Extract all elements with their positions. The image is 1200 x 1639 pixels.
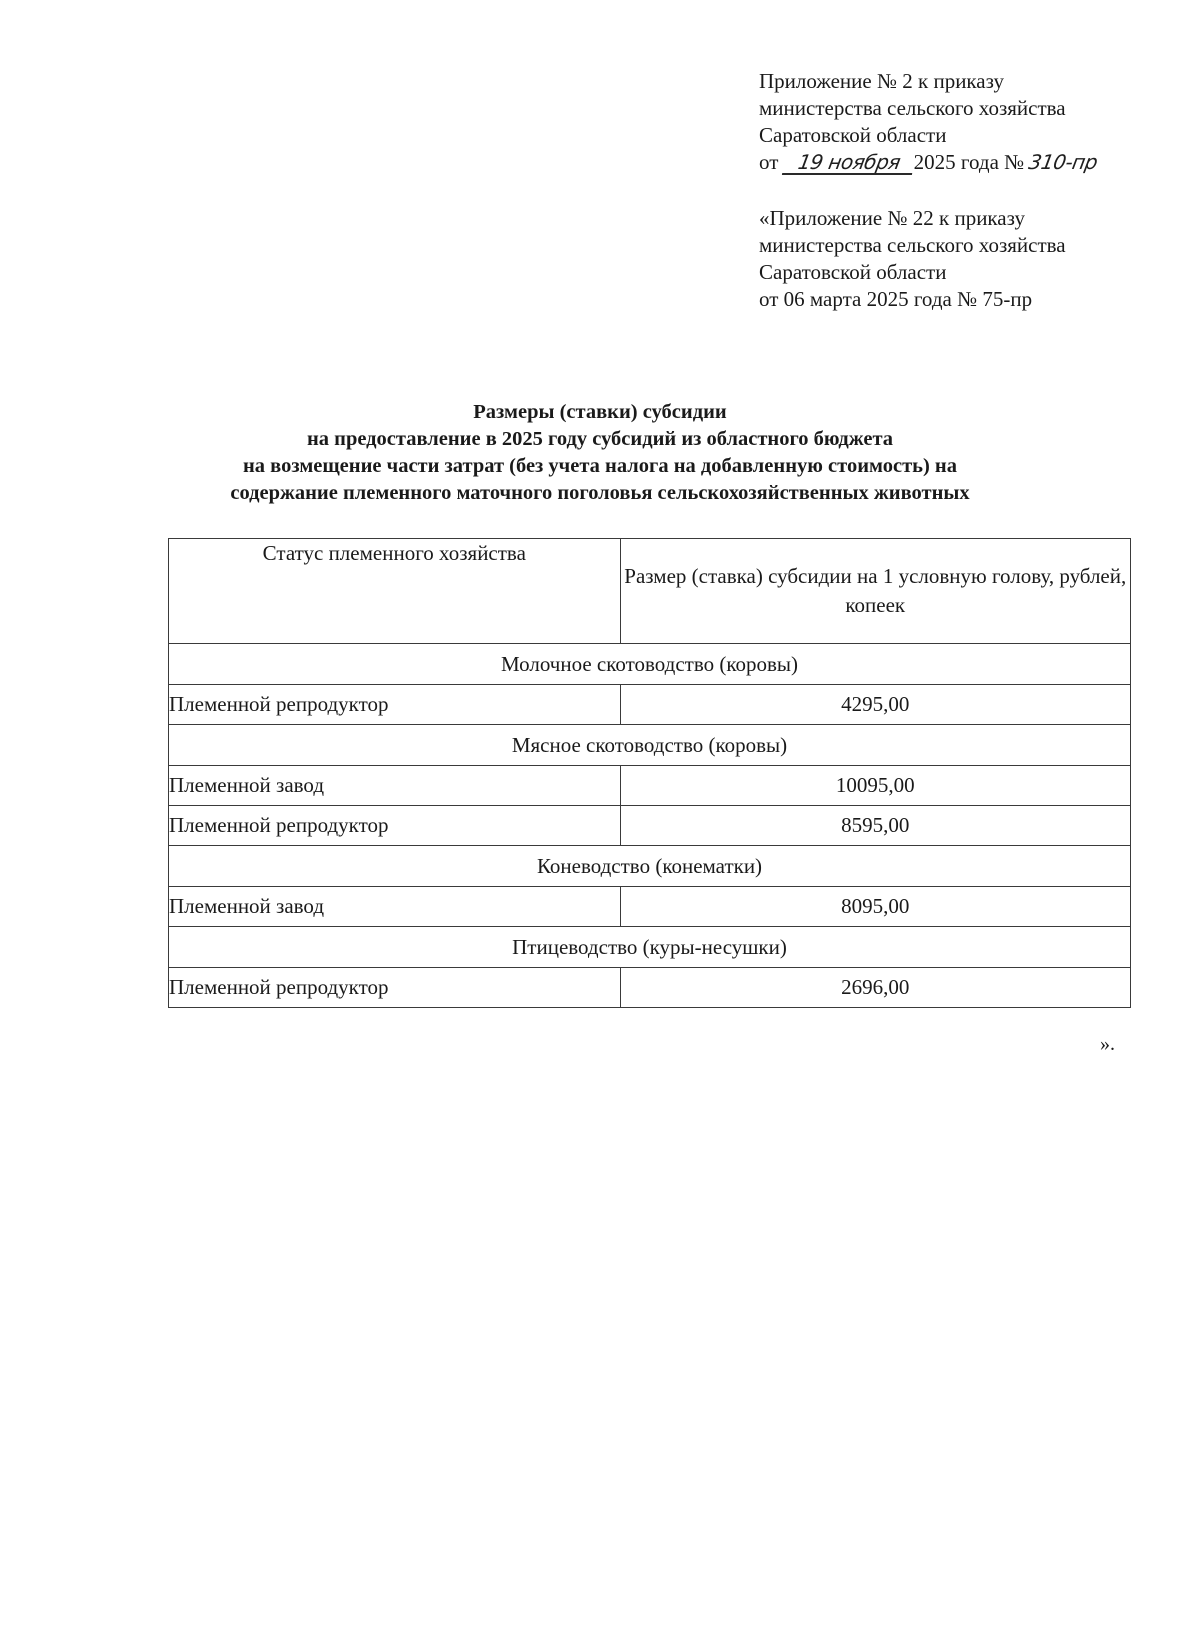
title-line-4: содержание племенного маточного поголовья сельскохозяйственных животных — [230, 482, 970, 504]
section-row — [169, 927, 1131, 968]
status-cell: Племенной завод — [169, 887, 621, 927]
title-line-1: Размеры (ставки) субсидии — [473, 401, 727, 423]
status-cell: Племенной завод — [169, 766, 621, 806]
rate-cell: 4295,00 — [620, 685, 1130, 725]
prior-appendix-header — [759, 205, 1179, 313]
rate-cell: 8095,00 — [620, 887, 1130, 927]
title-line-2: на предоставление в 2025 году субсидий из областного бюджета — [306, 428, 894, 450]
status-cell: Племенной репродуктор — [169, 806, 621, 846]
section-title: Мясное скотоводство (коровы) — [169, 725, 1131, 766]
section-title: Птицеводство (куры-несушки) — [169, 927, 1131, 968]
section-row — [169, 644, 1131, 685]
year-text: 2025 года № — [913, 150, 1025, 174]
table-row — [169, 806, 1131, 846]
table-row — [169, 685, 1131, 725]
appendix-date-line — [759, 149, 1179, 176]
rate-cell: 8595,00 — [620, 806, 1130, 846]
header-rate: Размер (ставка) субсидии на 1 условную голову, рублей, копеек — [620, 539, 1130, 644]
appendix-line-2: министерства сельского хозяйства — [759, 96, 1066, 120]
handwritten-order-number: 310-пр — [1027, 150, 1100, 174]
section-title: Молочное скотоводство (коровы) — [169, 644, 1131, 685]
subsidy-rates-table — [168, 538, 1131, 1008]
appendix-line-3: Саратовской области — [759, 123, 947, 147]
prior-appendix-line-2: министерства сельского хозяйства — [759, 233, 1066, 257]
closing-quote-mark: ». — [1100, 1033, 1115, 1055]
rate-cell: 2696,00 — [620, 968, 1130, 1008]
date-prefix: от — [759, 150, 779, 174]
section-row — [169, 725, 1131, 766]
section-row — [169, 846, 1131, 887]
section-title: Коневодство (конематки) — [169, 846, 1131, 887]
table-row — [169, 887, 1131, 927]
handwritten-date: 19 ноября — [782, 151, 916, 175]
table-header-row — [169, 539, 1131, 644]
prior-appendix-line-4: от 06 марта 2025 года № 75-пр — [759, 287, 1033, 311]
header-status: Статус племенного хозяйства — [169, 539, 621, 644]
status-cell: Племенной репродуктор — [169, 968, 621, 1008]
table-row — [169, 968, 1131, 1008]
appendix-line-1: Приложение № 2 к приказу — [759, 69, 1004, 93]
appendix-header — [759, 68, 1179, 176]
title-line-3: на возмещение части затрат (без учета налога на добавленную стоимость) на — [243, 455, 957, 477]
table-row — [169, 766, 1131, 806]
document-title — [150, 399, 1050, 507]
prior-appendix-line-3: Саратовской области — [759, 260, 947, 284]
status-cell: Племенной репродуктор — [169, 685, 621, 725]
rate-cell: 10095,00 — [620, 766, 1130, 806]
prior-appendix-line-1: «Приложение № 22 к приказу — [759, 206, 1025, 230]
